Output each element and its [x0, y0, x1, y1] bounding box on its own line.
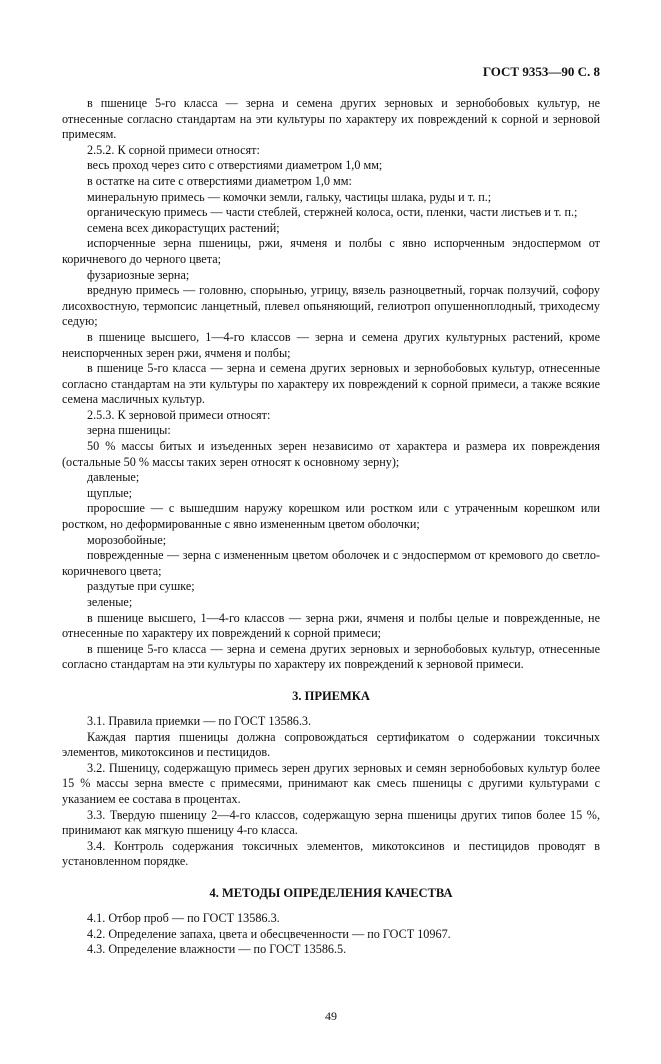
section-3-heading: 3. ПРИЕМКА: [292, 688, 370, 703]
paragraph: 4.2. Определение запаха, цвета и обесцвеченности — по ГОСТ 10967.: [87, 926, 451, 941]
paragraph: поврежденные — зерна с измененным цветом оболочек и с эндоспермом от кремового до светло-коричневого цвета;: [62, 548, 600, 578]
page-number: 49: [325, 1008, 337, 1023]
paragraph: давленые;: [87, 470, 140, 485]
paragraph: 3.3. Твердую пшеницу 2—4-го классов, содержащую зерна пшеницы других типов более 15 %, принимают как мягкую пшеницу 4-го класса.: [62, 807, 600, 838]
paragraph: весь проход через сито с отверстиями диаметром 1,0 мм;: [87, 158, 383, 173]
paragraph: фузариозные зерна;: [87, 267, 190, 282]
paragraph: 50 % массы битых и изъеденных зерен независимо от характера и размера их повреждения (остальные 50 % массы таких зерен относят к основному зерну);: [62, 439, 600, 469]
paragraph: 4.3. Определение влажности — по ГОСТ 13586.5.: [87, 942, 347, 957]
paragraph: проросшие — с вышедшим наружу корешком или ростком или с утраченным корешком или ростком, но деформированные с явно измененным цветом оболочки;: [62, 501, 600, 532]
section-4-body: [62, 911, 600, 958]
paragraph: 4.1. Отбор проб — по ГОСТ 13586.3.: [87, 910, 280, 925]
section-4-heading: 4. МЕТОДЫ ОПРЕДЕЛЕНИЯ КАЧЕСТВА: [209, 885, 453, 900]
paragraph: семена всех дикорастущих растений;: [87, 220, 280, 235]
paragraph: морозобойные;: [87, 532, 167, 547]
paragraph: 3.4. Контроль содержания токсичных элементов, микотоксинов и пестицидов проводят в установленном порядке.: [62, 838, 600, 869]
paragraph: в пшенице 5-го класса — зерна и семена других зерновых и зернобобовых культур, не отнесенные согласно стандартам на эти культуры по характеру их повреждений к сорной и зерновой примесям.: [62, 96, 600, 142]
paragraph: зеленые;: [87, 595, 133, 609]
paragraph: 2.5.3. К зерновой примеси относят:: [87, 407, 271, 422]
paragraph: в пшенице высшего, 1—4-го классов — зерна ржи, ячменя и полбы целые и поврежденные, не отнесенные по характеру их повреждений к сорной примеси;: [62, 610, 600, 641]
paragraph: в пшенице высшего, 1—4-го классов — зерна и семена других культурных растений, кроме неиспорченных зерен ржи, ячменя и полбы;: [62, 329, 600, 360]
paragraph: зерна пшеницы:: [87, 423, 171, 438]
section-3-body: [62, 714, 600, 870]
paragraph: щуплые;: [87, 485, 133, 500]
paragraph: в пшенице 5-го класса — зерна и семена других зерновых и зернобобовых культур, отнесенные согласно стандартам на эти культуры по характеру их повреждений к сорной примеси, а также всякие семена масличных культур.: [62, 361, 600, 407]
paragraph: 3.2. Пшеницу, содержащую примесь зерен других зерновых и семян зернобобовых культур более 15 % массы зерна вместе с примесями, принимают как смесь пшеницы с другими культурами с указанием ее состава в процентах.: [62, 760, 600, 806]
paragraph: в остатке на сите с отверстиями диаметром 1,0 мм:: [87, 173, 352, 188]
section-2-body: [62, 96, 600, 673]
paragraph: в пшенице 5-го класса — зерна и семена других зерновых и зернобобовых культур, отнесенные согласно стандартам на эти культуры по характеру их повреждений к зерновой примеси.: [62, 641, 600, 672]
paragraph: вредную примесь — головню, спорынью, угрицу, вязель разноцветный, горчак ползучий, софору лисохвостную, термопсис ланцетный, плевел опьяняющий, гелиотроп опушенноплодный, триходесму седую;: [62, 283, 600, 329]
paragraph: минеральную примесь — комочки земли, гальку, частицы шлака, руды и т. п.;: [87, 189, 492, 204]
running-header: ГОСТ 9353—90 С. 8: [482, 64, 600, 79]
paragraph: органическую примесь — части стеблей, стержней колоса, ости, пленки, части листьев и т. п.;: [87, 205, 578, 220]
paragraph: 2.5.2. К сорной примеси относят:: [87, 142, 260, 157]
paragraph: раздутые при сушке;: [87, 579, 195, 594]
paragraph: 3.1. Правила приемки — по ГОСТ 13586.3.: [87, 713, 312, 728]
paragraph: испорченные зерна пшеницы, ржи, ячменя и полбы с явно испорченным эндоспермом от коричневого до черного цвета;: [62, 236, 600, 266]
paragraph: Каждая партия пшеницы должна сопровождаться сертификатом о содержании токсичных элементов, микотоксинов и пестицидов.: [62, 729, 600, 760]
